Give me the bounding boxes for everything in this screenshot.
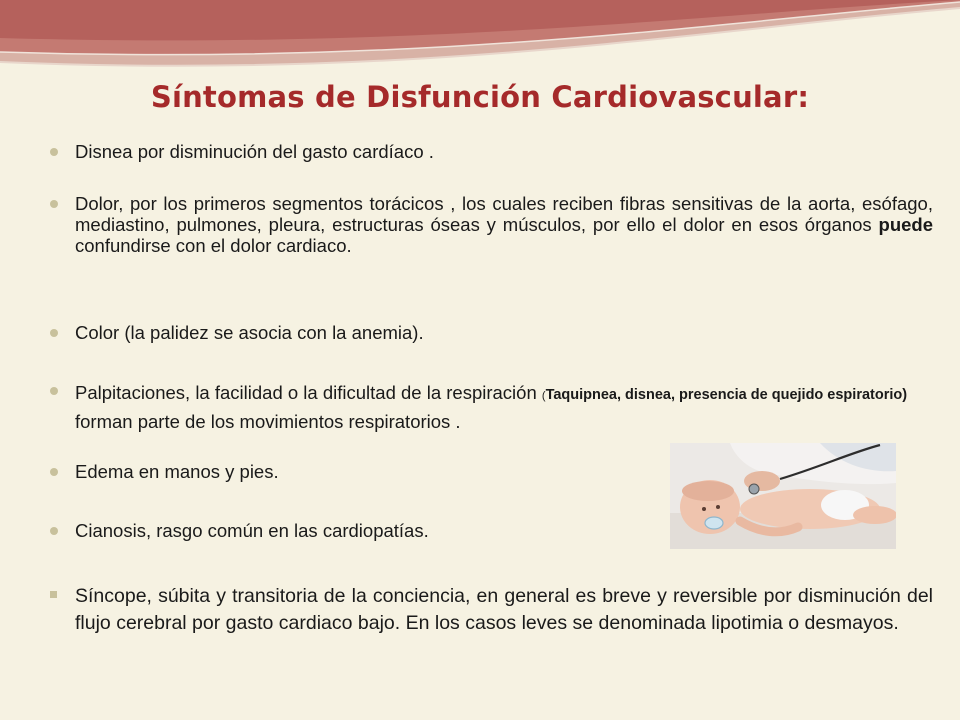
item-text: Cianosis, rasgo común en las cardiopatías.	[75, 520, 429, 541]
list-item	[75, 520, 655, 541]
page-title: Síntomas de Disfunción Cardiovascular:	[150, 80, 810, 114]
item-text: Edema en manos y pies.	[75, 461, 279, 482]
item-paren: (	[541, 390, 546, 402]
bullet-icon	[50, 387, 58, 395]
item-text: Síncope, súbita y transitoria de la conciencia, en general es breve y reversible por disminución del flujo cerebral por gasto cardiaco bajo. En los casos leves se denominada lipotimia o desmayos.	[75, 585, 933, 634]
list-item	[75, 193, 933, 256]
item-text: forman parte de los movimientos respiratorios .	[75, 411, 461, 432]
item-text: Dolor, por los primeros segmentos torácicos , los cuales reciben fibras sensitivas de la aorta, esófago, mediastino, pulmones, pleura, estructuras óseas y músculos, por ello el dolor en esos órganos	[75, 193, 933, 235]
list-item	[75, 583, 933, 636]
bullet-icon	[50, 527, 58, 535]
square-bullet-icon	[50, 591, 57, 598]
bullet-icon	[50, 329, 58, 337]
list-item	[75, 322, 933, 343]
item-text: Palpitaciones, la facilidad o la dificultad de la respiración	[75, 382, 542, 403]
doctor-examining-baby-photo	[670, 443, 896, 549]
item-bold-text: puede	[878, 214, 933, 235]
item-text: Disnea por disminución del gasto cardíaco .	[75, 141, 434, 162]
bullet-icon	[50, 468, 58, 476]
item-text: confundirse con el dolor cardiaco.	[75, 235, 352, 256]
list-item	[75, 141, 933, 162]
item-text: Color (la palidez se asocia con la anemia).	[75, 322, 424, 343]
bullet-icon	[50, 148, 58, 156]
list-item	[75, 380, 933, 435]
bullet-icon	[50, 200, 58, 208]
item-small-bold: Taquipnea, disnea, presencia de quejido espiratorio)	[545, 387, 908, 403]
list-item	[75, 461, 655, 482]
